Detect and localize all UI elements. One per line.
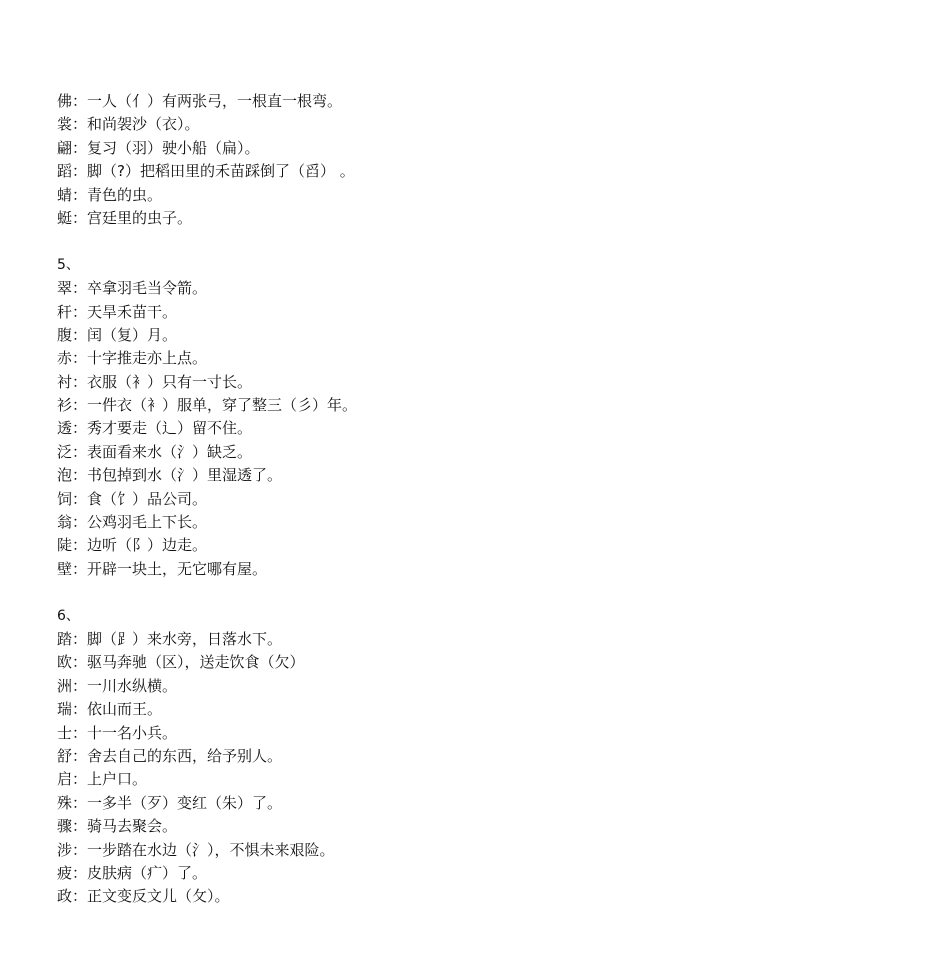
document-page — [57, 90, 917, 909]
section-group-5 — [57, 254, 917, 581]
spacer — [57, 581, 917, 604]
entry-pian: 翩：复习（羽）驶小船（扁）。 — [57, 138, 260, 157]
entry-weng: 翁：公鸡羽毛上下长。 — [57, 513, 208, 532]
entry-tou: 透：秀才要走（辶）留不住。 — [57, 419, 253, 438]
entry-dao: 蹈：脚（?）把稻田里的禾苗踩倒了（舀） 。 — [57, 162, 355, 181]
entry-fan: 泛：表面看来水（氵）缺乏。 — [57, 442, 253, 461]
entry-shi: 士：十一名小兵。 — [57, 723, 178, 742]
entry-si: 饲：食（饣）品公司。 — [57, 489, 208, 508]
entry-bi: 壁：开辟一块土，无它哪有屋。 — [57, 559, 268, 578]
entry-dou: 陡：边听（阝）边走。 — [57, 536, 208, 555]
entry-zhou: 洲：一川水纵横。 — [57, 676, 178, 695]
entry-gan: 秆：天旱禾苗干。 — [57, 302, 178, 321]
entry-qi: 启：上户口。 — [57, 770, 148, 789]
entry-shan: 衫：一件衣（衤）服单，穿了整三（彡）年。 — [57, 396, 358, 415]
entry-chi: 赤：十字推走亦上点。 — [57, 349, 208, 368]
section-group-6 — [57, 605, 917, 909]
entry-pi: 疲：皮肤病（疒）了。 — [57, 863, 208, 882]
entry-she: 涉：一步踏在水边（氵），不惧未来艰险。 — [57, 840, 335, 859]
entry-chen: 衬：衣服（衤）只有一寸长。 — [57, 372, 253, 391]
entry-ta: 踏：脚（⻊）来水旁，日落水下。 — [57, 629, 283, 648]
section-group-1 — [57, 90, 917, 230]
entry-zheng: 政：正文变反文儿（攵）。 — [57, 887, 230, 906]
entry-rui: 瑞：依山而王。 — [57, 700, 163, 719]
entry-zhou2: 骤：骑马去聚会。 — [57, 817, 178, 836]
entry-pao: 泡：书包掉到水（氵）里湿透了。 — [57, 466, 283, 485]
spacer — [57, 230, 917, 253]
entry-cui: 翠：卒拿羽毛当令箭。 — [57, 279, 208, 298]
entry-ting: 蜓：宫廷里的虫子。 — [57, 208, 193, 227]
entry-qing: 蜻：青色的虫。 — [57, 185, 163, 204]
entry-shu2: 殊：一多半（歹）变红（朱）了。 — [57, 793, 283, 812]
section-label-5: 5、 — [57, 256, 80, 273]
entry-fo: 佛：一人（亻）有两张弓，一根直一根弯。 — [57, 92, 343, 110]
section-label-6: 6、 — [57, 607, 80, 624]
entry-shu: 舒：舍去自己的东西，给予别人。 — [57, 746, 283, 765]
entry-fu: 腹：闰（复）月。 — [57, 325, 178, 344]
entry-chang: 裳：和尚袈沙（衣）。 — [57, 115, 200, 134]
entry-ou: 欧：驱马奔驰（区），送走饮食（欠） — [57, 653, 305, 672]
